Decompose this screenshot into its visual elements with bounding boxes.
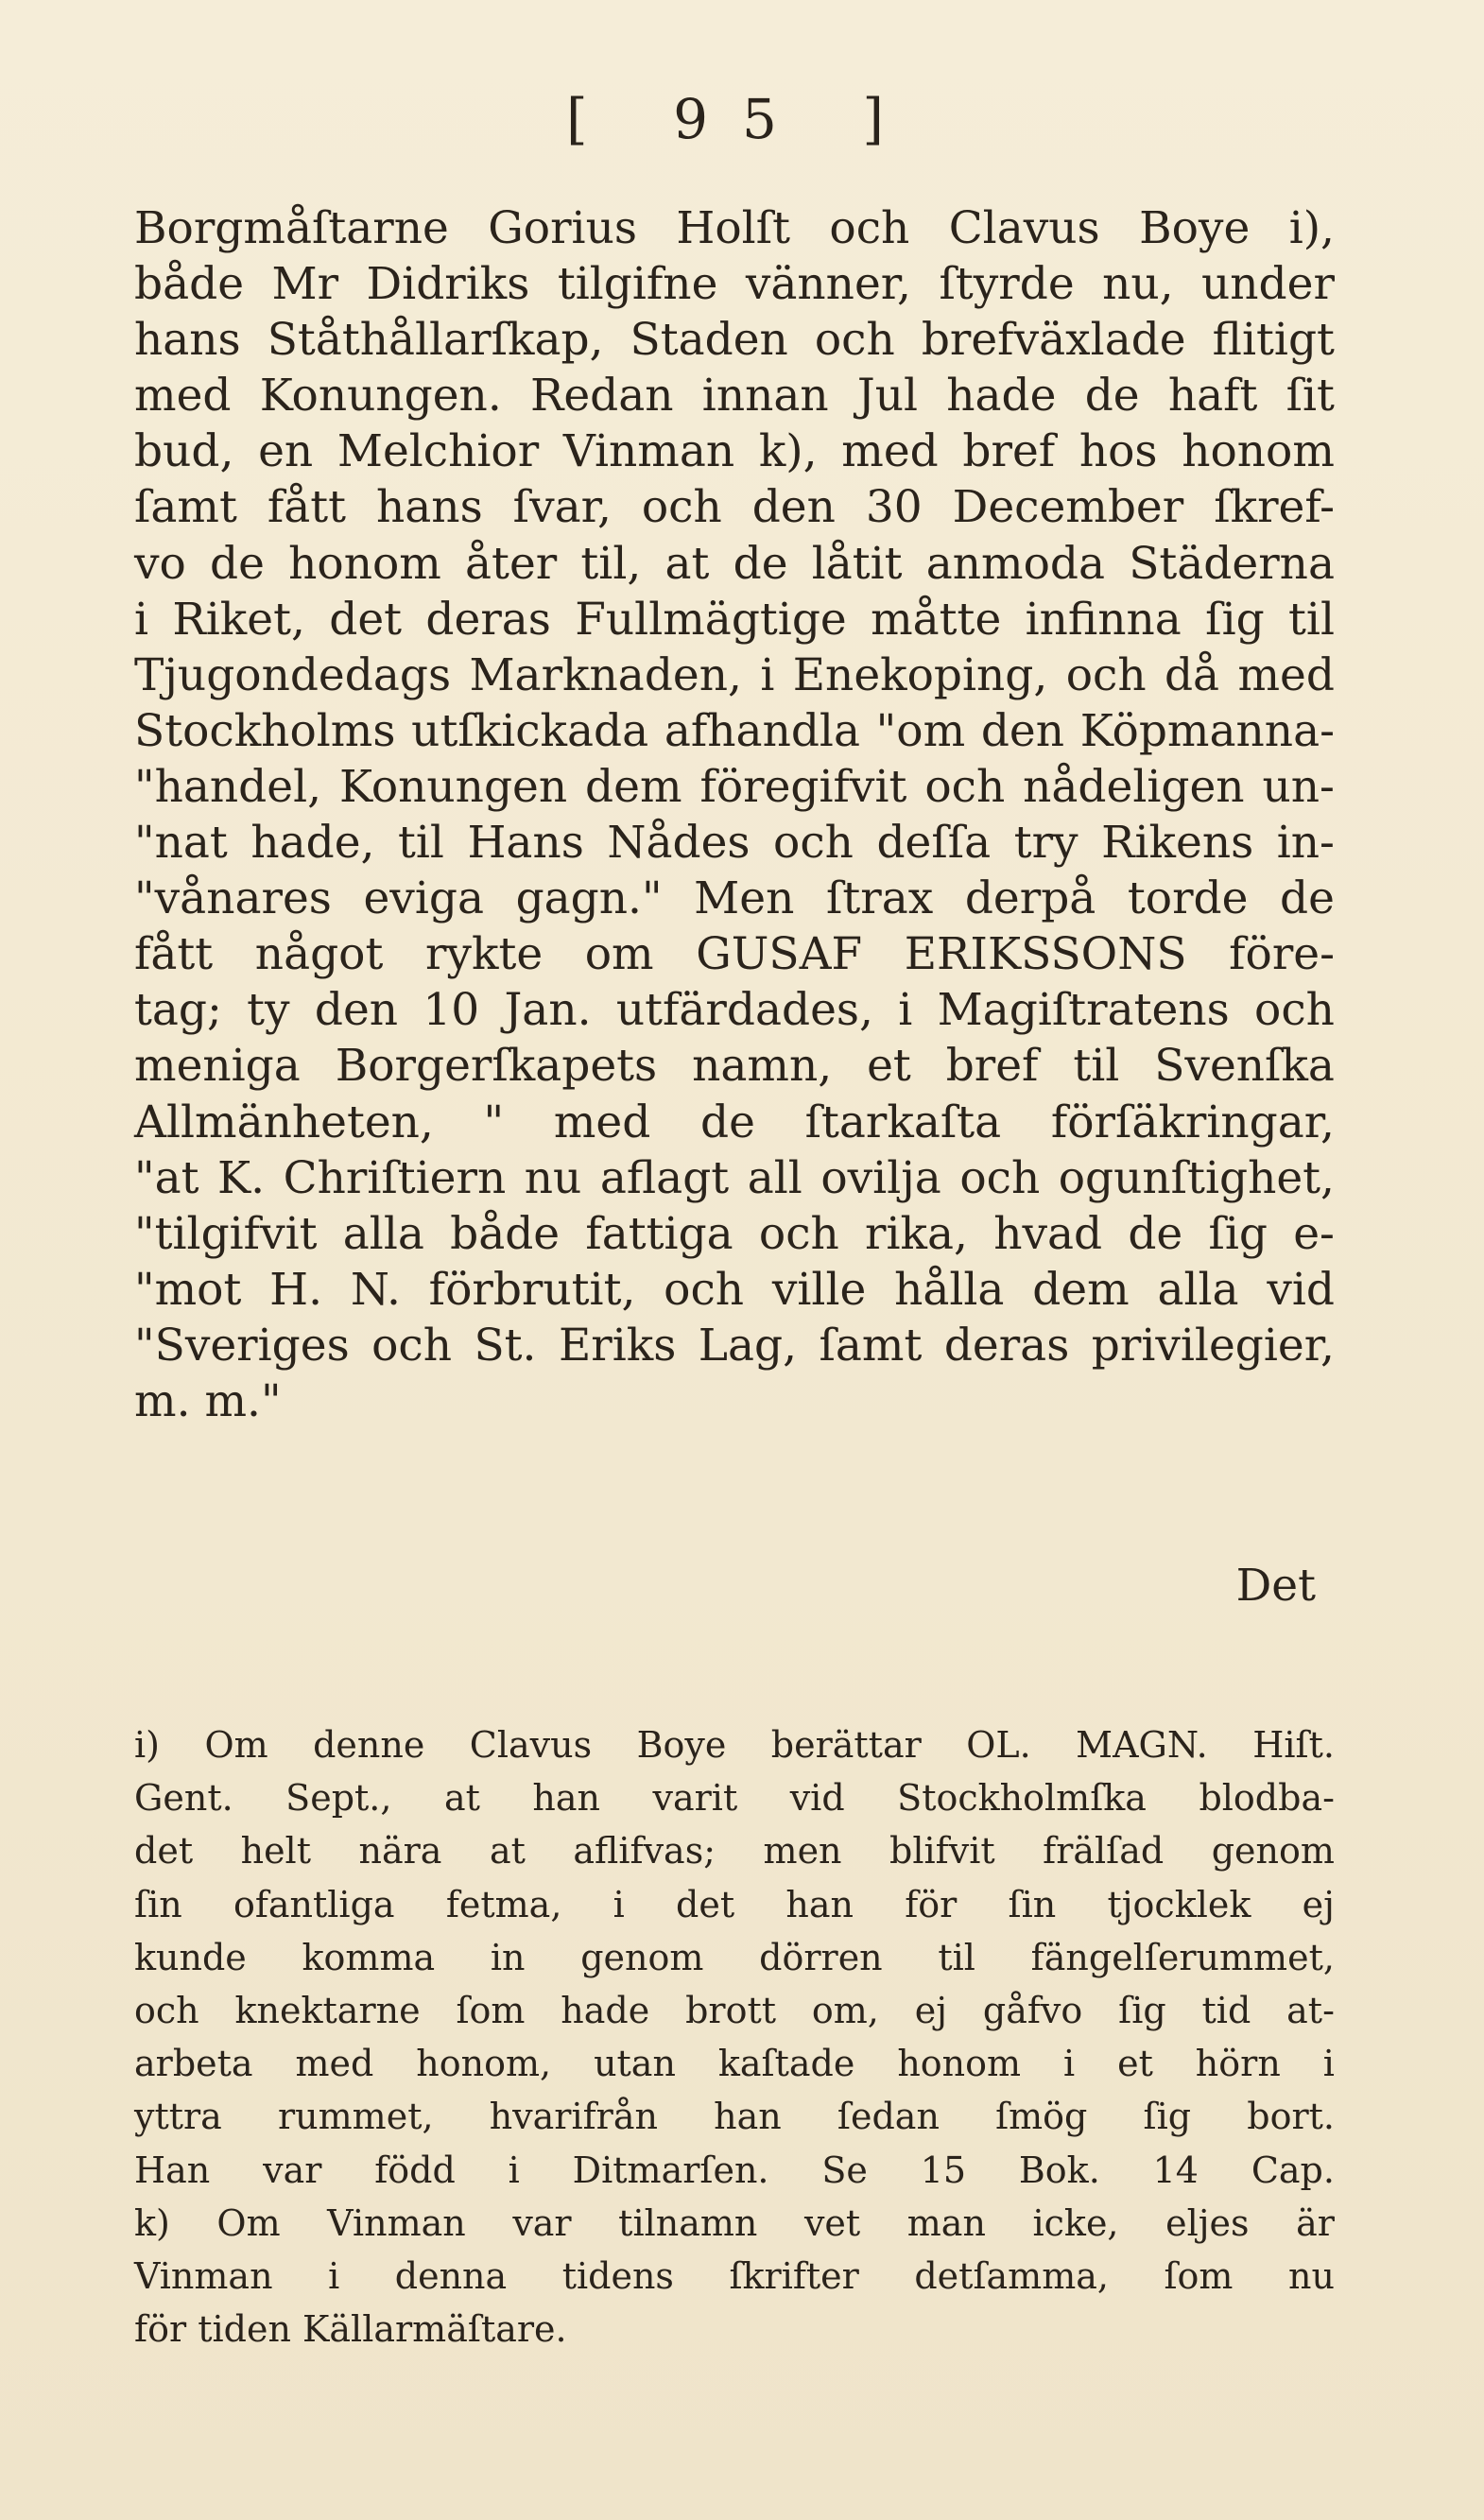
body-text-line: Tjugondedags Marknaden, i Enekoping, och då med [134, 648, 1335, 701]
body-text-line: med Konungen. Redan innan Jul hade de haft ſit [134, 370, 1335, 423]
footnote-line: och knektarne ſom hade brott om, ej gåfvo ſig tid at- [134, 1989, 1335, 2031]
body-text-line: i Riket, det deras Fullmägtige måtte infinna ſig til [134, 593, 1335, 646]
main-text [134, 200, 1335, 1429]
footnote-line: för tiden Källarmäſtare. [134, 2308, 567, 2351]
footnote-line: ſin ofantliga fetma, i det han för ſin tjocklek ej [134, 1883, 1335, 1925]
body-text-line: m. m." [134, 1374, 282, 1427]
footnotes [134, 1718, 1335, 2356]
body-text-line: "Sveriges och St. Eriks Lag, ſamt deras privilegier, [134, 1319, 1335, 1372]
body-text-line: hans Ståthållarſkap, Staden och brefväxlade flitigt [134, 314, 1335, 367]
body-text-line: meniga Borgerſkapets namn, et bref til Svenſka [134, 1040, 1335, 1093]
footnote-line: arbeta med honom, utan kaſtade honom i et hörn i [134, 2043, 1335, 2085]
body-text-line: ſamt fått hans ſvar, och den 30 December ſkref- [134, 481, 1335, 534]
footnote-line: kunde komma in genom dörren til fängelſerummet, [134, 1936, 1335, 1978]
body-text-line: "handel, Konungen dem föregifvit och nådeligen un- [134, 760, 1335, 813]
body-text-line: fått något rykte om GUSAF ERIKSSONS före- [134, 928, 1335, 981]
body-text-line: Allmänheten, " med de ſtarkaſta förſäkringar, [134, 1096, 1335, 1148]
body-text-line: "vånares eviga gagn." Men ſtrax derpå torde de [134, 872, 1335, 925]
footnote-line: k) Om Vinman var tilnamn vet man icke, eljes är [134, 2201, 1335, 2244]
footnote-line: Vinman i denna tidens ſkrifter detſamma, ſom nu [134, 2254, 1335, 2297]
body-text-line: bud, en Melchior Vinman k), med bref hos honom [134, 425, 1335, 478]
body-text-line: "mot H. N. förbrutit, och ville hålla dem alla vid [134, 1263, 1335, 1316]
body-text-line: "at K. Chriſtiern nu aflagt all ovilja och ogunſtighet, [134, 1151, 1335, 1204]
footnote-line: det helt nära at aflifvas; men blifvit frälſad genom [134, 1830, 1335, 1873]
body-text-line: "tilgifvit alla både fattiga och rika, hvad de ſig e- [134, 1207, 1335, 1260]
footnote-line: Han var född i Ditmarſen. Se 15 Bok. 14 Cap. [134, 2149, 1335, 2191]
page-number: [ 95 ] [566, 87, 918, 151]
body-text-line: Stockholms utſkickada afhandla "om den Köpmanna- [134, 704, 1335, 757]
footnote-line: Gent. Sept., at han varit vid Stockholmſka blodba- [134, 1777, 1335, 1820]
body-text-line: Borgmåſtarne Gorius Holſt och Clavus Boye i), [134, 202, 1335, 254]
body-text-line: vo de honom åter til, at de låtit anmoda Städerna [134, 537, 1335, 590]
body-text-line: "nat hade, til Hans Nådes och deſſa try Rikens in- [134, 817, 1335, 870]
catchword: Det [1235, 1560, 1316, 1612]
footnote-line: yttra rummet, hvarifrån han ſedan ſmög ſig bort. [134, 2096, 1335, 2138]
body-text-line: både Mr Didriks tilgifne vänner, ſtyrde nu, under [134, 258, 1335, 311]
footnote-line: i) Om denne Clavus Boye berättar OL. MAGN. Hiſt. [134, 1724, 1335, 1766]
body-text-line: tag; ty den 10 Jan. utfärdades, i Magiſtratens och [134, 984, 1335, 1037]
